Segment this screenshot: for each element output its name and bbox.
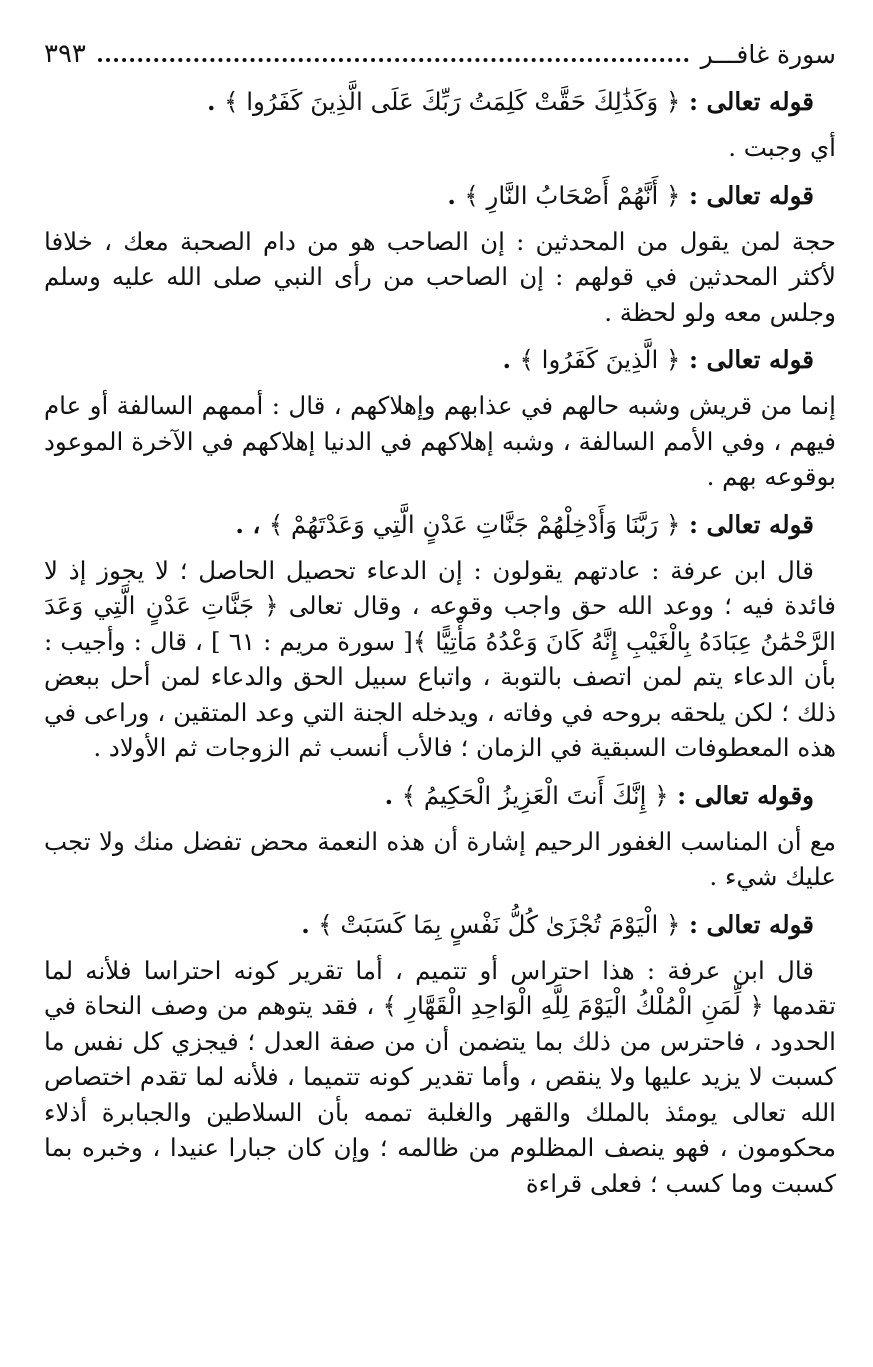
commentary-paragraph: حجة لمن يقول من المحدثين : إن الصاحب هو من دام الصحبة معك ، خلافا لأكثر المحدثين في قولهم : إن الصاحب من رأى النبي صلى الله عليه وسلم وجلس معه ولو لحظة . bbox=[44, 226, 836, 327]
commentary-paragraph: أي وجبت . bbox=[728, 133, 836, 162]
page bbox=[44, 36, 836, 1207]
page-number: ٣٩٣ bbox=[44, 39, 86, 69]
verse-lead: قوله تعالى : bbox=[688, 909, 814, 939]
verse-tail: . bbox=[447, 180, 456, 210]
verse-tail: ، . bbox=[235, 509, 261, 539]
page-header bbox=[44, 36, 836, 72]
verse-tail: . bbox=[384, 780, 394, 810]
verse-tail: . bbox=[301, 909, 310, 939]
quran-quote: ﴿ وَكَذَٰلِكَ حَقَّتْ كَلِمَتُ رَبِّكَ عَلَى الَّذِينَ كَفَرُوا ﴾ bbox=[224, 87, 681, 116]
verse-lead: وقوله تعالى : bbox=[677, 780, 814, 810]
verse-heading bbox=[44, 174, 836, 218]
commentary-paragraph: قال ابن عرفة : عادتهم يقولون : إن الدعاء تحصيل الحاصل ؛ لا يجوز إذ لا فائدة فيه ؛ ووعد الله حق واجب وقوعه ، وقال تعالى ﴿ جَنَّاتِ عَدْنٍ الَّتِي وَعَدَ الرَّحْمَٰنُ عِبَادَهُ بِالْغَيْبِ إِنَّهُ كَانَ وَعْدُهُ مَأْتِيًّا ﴾[ سورة مريم : ٦١ ] ، قال : وأجيب : بأن الدعاء يتم لمن اتصف بالتوبة ، واتباع سبيل الحق والدعاء لمن أحل ببعض ذلك ؛ لكن يلحقه بروحه في وفاته ، ويدخله الجنة التي وعد المتقين ، وراعى في هذه المعطوفات السبقية في الزمان ؛ فالأب أنسب ثم الزوجات ثم الأولاد . bbox=[44, 555, 836, 762]
verse-heading bbox=[44, 80, 836, 124]
commentary-paragraph: قال ابن عرفة : هذا احتراس أو تتميم ، أما تقرير كونه احتراسا فلأنه لما تقدمها ﴿ لِّمَنِ الْمُلْكُ الْيَوْمَ لِلَّهِ الْوَاحِدِ الْقَهَّارِ ﴾ ، فقد يتوهم من وصف النحاة في الحدود ، فاحترس من ذلك بما يتضمن أن من صفة العدل ؛ فيجزي كل نفس ما كسبت لا يزيد عليها ولا ينقص ، وأما تقدير كونه تتميما ، فلأنه لما تقدم اختصاص الله تعالى يومئذ بالملك والقهر والغلبة تممه بأن السلاطين والجبابرة أذلاء محكومون ، فهو ينصف المظلوم من ظالمه ؛ وإن كان جبارا عنيدا ، وخبره بما كسبت وما كسب ؛ فعلى قراءة bbox=[44, 955, 836, 1198]
surah-title: سورة غافـــر bbox=[700, 39, 836, 69]
verse-heading bbox=[44, 774, 836, 818]
verse-lead: قوله تعالى : bbox=[688, 509, 814, 539]
dotted-leader bbox=[98, 46, 689, 62]
quran-quote: ﴿ الْيَوْمَ تُجْزَىٰ كُلُّ نَفْسٍ بِمَا كَسَبَتْ ﴾ bbox=[318, 909, 681, 939]
verse-tail: . bbox=[502, 345, 511, 374]
commentary-paragraph: مع أن المناسب الغفور الرحيم إشارة أن هذه النعمة محض تفضل منك ولا تجب عليك شيء . bbox=[44, 826, 836, 891]
verse-lead: قوله تعالى : bbox=[688, 87, 814, 116]
verse-tail: . bbox=[207, 87, 216, 116]
page-body bbox=[44, 80, 836, 1201]
verse-heading bbox=[44, 503, 836, 547]
quran-quote: ﴿ إِنَّكَ أَنتَ الْعَزِيزُ الْحَكِيمُ ﴾ bbox=[401, 780, 669, 810]
commentary-paragraph: إنما من قريش وشبه حالهم في عذابهم وإهلاكهم ، قال : أممهم السالفة أو عام فيهم ، وفي الأمم السالفة ، وشبه إهلاكهم في الدنيا إهلاكهم في الآخرة الموعود بوقوعه بهم . bbox=[44, 391, 836, 491]
verse-lead: قوله تعالى : bbox=[688, 180, 814, 210]
verse-heading bbox=[44, 903, 836, 947]
quran-quote: ﴿ رَبَّنَا وَأَدْخِلْهُمْ جَنَّاتِ عَدْنٍ الَّتِي وَعَدْتَهُمْ ﴾ bbox=[268, 509, 681, 539]
verse-lead: قوله تعالى : bbox=[688, 345, 814, 374]
verse-heading bbox=[44, 338, 836, 382]
quran-quote: ﴿ أَنَّهُمْ أَصْحَابُ النَّارِ ﴾ bbox=[464, 180, 681, 210]
quran-quote: ﴿ الَّذِينَ كَفَرُوا ﴾ bbox=[519, 345, 681, 374]
